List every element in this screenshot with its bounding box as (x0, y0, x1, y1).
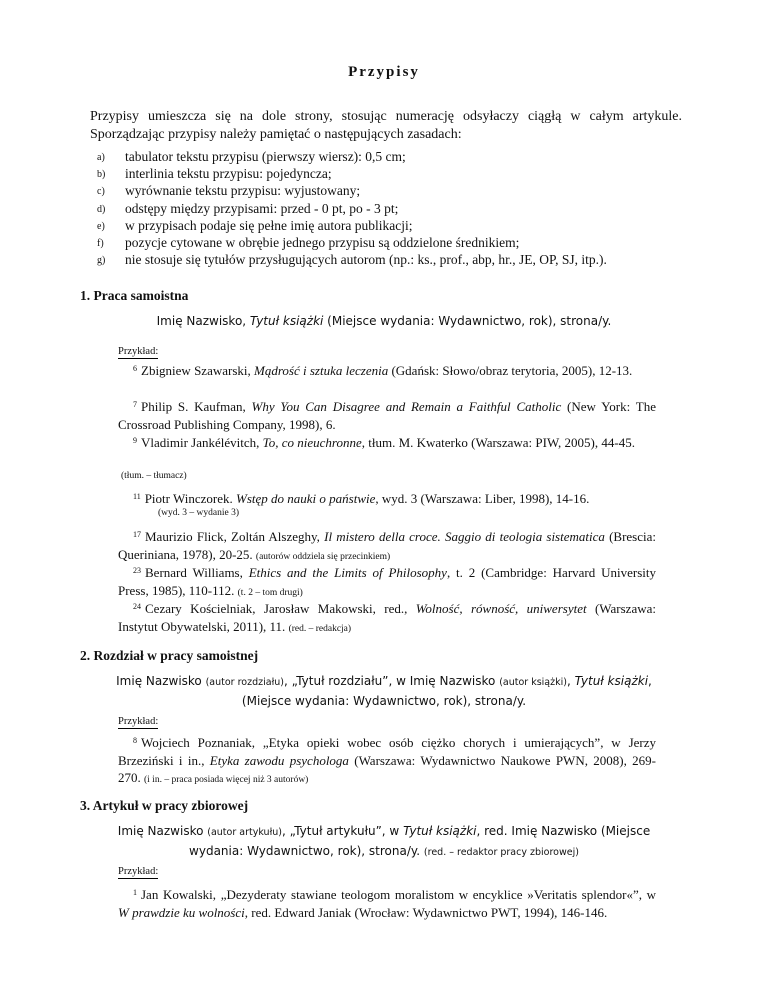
intro-paragraph: Przypisy umieszcza się na dole strony, stosując numerację odsyłaczy ciągłą w całym artykule. Sporządzając przypisy należy pamiętać o następujących zasadach: (90, 109, 682, 142)
section-heading: 1. Praca samoistna (80, 288, 189, 303)
footnote-number: 8 (133, 736, 137, 745)
footnote-details: (Gdańsk: Słowo/obraz terytoria, 2005), 12-13. (388, 363, 633, 378)
footnote-details: , red. Edward Janiak (Wrocław: Wydawnictwo PWT, 1994), 146-146. (244, 904, 608, 920)
example-label: Przykład: (118, 716, 159, 727)
footnote-note: (wyd. 3 – wydanie 3) (158, 508, 239, 518)
footnote-details: (Warszawa: Wydawnictwo Naukowe PWN, 2008), 269-270. (118, 752, 656, 785)
pattern-title: Tytuł książki (403, 824, 477, 838)
list-item-letter: g) (97, 255, 106, 267)
footnote-note: (autorów oddziela się przecinkiem) (255, 551, 391, 562)
footnote-number: 11 (133, 492, 141, 501)
footnote-number: 6 (133, 364, 137, 373)
pattern-title: Tytuł książki (574, 674, 649, 688)
list-item-text: interlinia tekstu przypisu: pojedyncza; (125, 166, 332, 182)
footnote-note: (i in. – praca posiada więcej niż 3 autorów) (144, 775, 309, 785)
footnote-example (118, 526, 656, 566)
footnote-details: , tłum. M. Kwaterko (Warszawa: PIW, 2005), 44-45. (361, 435, 635, 450)
footnote-title: Why You Can Disagree and Remain a Faithful Catholic (251, 399, 562, 414)
pattern-title: Tytuł książki (249, 314, 324, 328)
list-item (97, 182, 687, 199)
footnote-number: 24 (133, 602, 141, 611)
footnote-example (118, 562, 656, 602)
list-item (97, 200, 687, 217)
footnote-details: (Brescia: Queriniana, 1978), 20-25. (118, 529, 657, 562)
list-item-text: pozycje cytowane w obrębie jednego przypisu są oddzielone średnikiem; (125, 235, 520, 251)
footnote-author: Vladimir Jankélévitch, (141, 435, 263, 450)
pattern-text: (Miejsce wydania: Wydawnictwo, rok), strona/y. (323, 314, 612, 328)
list-item-letter: e) (97, 220, 105, 232)
list-item (97, 234, 687, 251)
pattern-note: (autor rozdziału) (205, 677, 285, 688)
footnote-number: 9 (133, 436, 137, 445)
footnote-note: (t. 2 – tom drugi) (237, 587, 303, 598)
list-item-letter: b) (97, 169, 106, 181)
example-label: Przykład: (118, 346, 159, 357)
list-item (97, 251, 687, 268)
footnote-number: 23 (133, 566, 141, 575)
pattern-text: , (566, 674, 575, 688)
list-item-letter: f) (97, 238, 104, 250)
footnote-example (118, 488, 656, 508)
page-title: Przypisy (348, 64, 420, 80)
pattern-text: Imię Nazwisko (117, 824, 208, 838)
footnote-author: Cezary Kościelniak, Jarosław Makowski, red., (145, 601, 416, 616)
footnote-title: To, co nieuchronne (262, 435, 362, 450)
footnote-example (118, 598, 656, 638)
footnote-details: (Warszawa: Instytut Obywatelski, 2011), 11. (118, 601, 656, 634)
list-item-letter: a) (97, 152, 105, 163)
footnote-author: Zbigniew Szawarski, (141, 363, 255, 378)
list-item-text: nie stosuje się tytułów przysługujących autorom (np.: ks., prof., abp, hr., JE, OP, SJ, itp.). (125, 252, 607, 268)
footnote-title: Etyka zawodu psychologa (209, 752, 349, 768)
citation-pattern (100, 312, 668, 330)
example-label: Przykład: (118, 866, 159, 877)
footnote-example (118, 432, 656, 452)
pattern-text: , „Tytuł artykułu”, w (282, 824, 404, 838)
pattern-note: (red. – redaktor pracy zbiorowej) (423, 847, 579, 858)
list-item (97, 148, 687, 165)
rules-list (97, 148, 687, 268)
footnote-title: W prawdzie ku wolności (118, 904, 245, 920)
list-item-text: w przypisach podaje się pełne imię autora publikacji; (125, 217, 413, 233)
list-item (97, 217, 687, 234)
pattern-note: (autor książki) (499, 677, 567, 688)
footnote-details: (New York: The Crossroad Publishing Company, 1998), 6. (118, 399, 657, 432)
citation-pattern (105, 822, 663, 862)
footnote-author: Philip S. Kaufman, (141, 399, 252, 414)
footnote-author: Maurizio Flick, Zoltán Alszeghy, (145, 529, 325, 544)
footnote-title: Il mistero della croce. Saggio di teologia sistematica (324, 529, 605, 544)
pattern-text: Imię Nazwisko, (156, 314, 250, 328)
footnote-details: , wyd. 3 (Warszawa: Liber, 1998), 14-16. (375, 491, 590, 506)
footnote-title: Wstęp do nauki o państwie (236, 491, 376, 506)
footnote-number: 17 (133, 530, 141, 539)
footnote-author: Wojciech Poznaniak, „Etyka opieki wobec osób ciężko chorych i umierających”, w Jerzy Brzeziński i in., (118, 735, 656, 768)
list-item-text: tabulator tekstu przypisu (pierwszy wiersz): 0,5 cm; (125, 149, 406, 164)
pattern-note: (autor artykułu) (207, 827, 282, 838)
footnote-example (118, 396, 656, 433)
list-item-text: odstępy między przypisami: przed - 0 pt, po - 3 pt; (125, 200, 399, 216)
footnote-note: (red. – redakcja) (288, 623, 352, 634)
footnote-note: (tłum. – tłumacz) (121, 471, 187, 481)
footnote-title: Wolność, równość, uniwersytet (415, 601, 587, 616)
footnote-title: Mądrość i sztuka leczenia (254, 363, 389, 378)
footnote-number: 7 (133, 400, 137, 409)
footnote-author: Jan Kowalski, „Dezyderaty stawiane teologom moralistom w encyklice »Veritatis splendor«”, w (141, 887, 656, 902)
footnote-title: Ethics and the Limits of Philosophy (248, 565, 447, 580)
list-item-letter: c) (97, 186, 105, 198)
footnote-number: 1 (133, 888, 137, 897)
footnote-example (118, 360, 656, 380)
pattern-text: Imię Nazwisko (116, 674, 206, 688)
list-item-letter: d) (97, 203, 106, 215)
list-item (97, 165, 687, 182)
pattern-text: , „Tytuł rozdziału”, w Imię Nazwisko (284, 674, 500, 688)
footnote-details: , t. 2 (Cambridge: Harvard University Press, 1985), 110-112. (118, 565, 656, 598)
pattern-text: , red. Imię Nazwisko (Miejsce wydania: Wydawnictwo, rok), strona/y. (189, 824, 651, 858)
list-item-text: wyrównanie tekstu przypisu: wyjustowany; (125, 183, 361, 199)
footnote-author: Piotr Winczorek. (144, 491, 237, 506)
citation-pattern (110, 672, 658, 710)
footnote-author: Bernard Williams, (145, 565, 249, 580)
section-heading: 3. Artykuł w pracy zbiorowej (80, 798, 249, 813)
pattern-text: , (Miejsce wydania: Wydawnictwo, rok), strona/y. (241, 674, 652, 708)
footnote-example (118, 732, 656, 790)
footnote-example (118, 884, 656, 921)
section-heading: 2. Rozdział w pracy samoistnej (80, 648, 259, 663)
